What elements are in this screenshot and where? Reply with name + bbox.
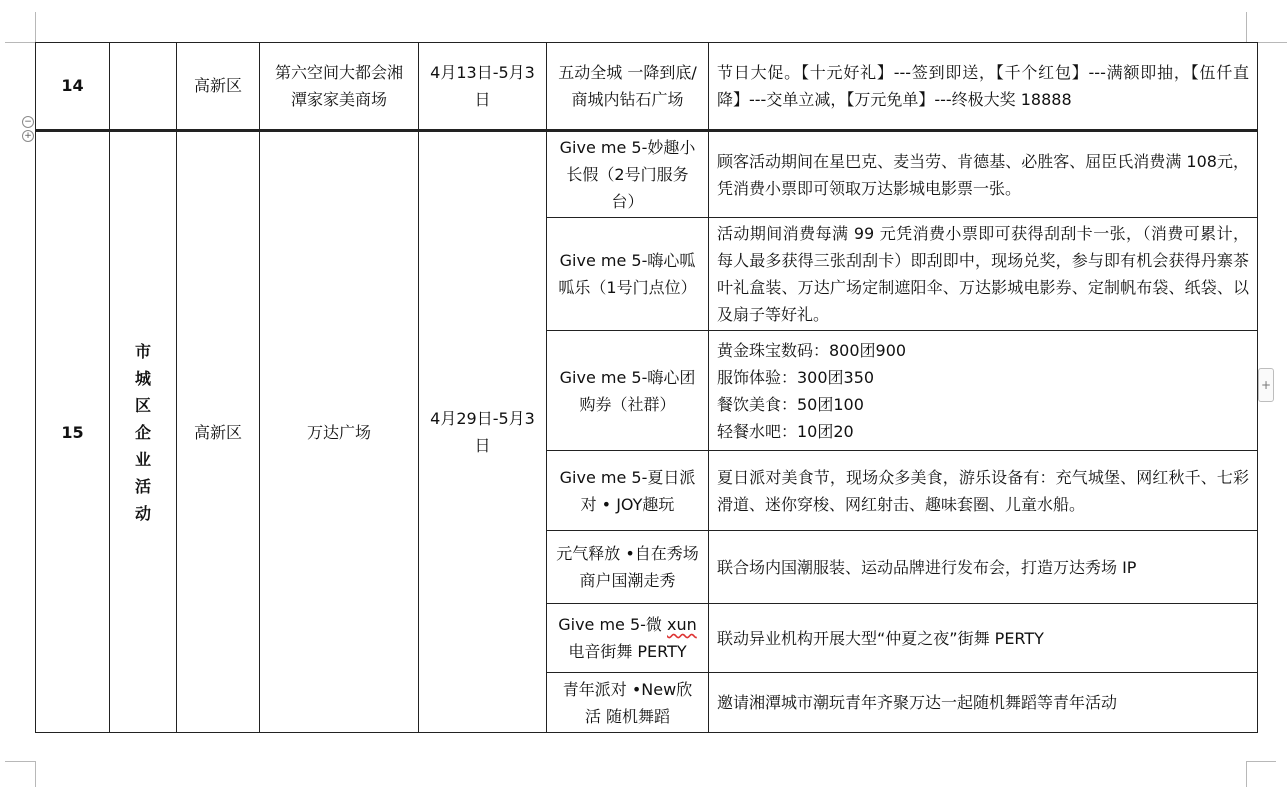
activity-cell: 五动全城 一降到底/商城内钻石广场 xyxy=(547,43,709,130)
activity-cell: Give me 5-夏日派对 • JOY趣玩 xyxy=(547,451,709,531)
content-cell: 节日大促。【十元好礼】---签到即送，【千个红包】---满额即抽，【伍仟直降】---交单立减，【万元免单】---终极大奖 18888 xyxy=(709,43,1258,130)
activity-cell: Give me 5-妙趣小长假（2号门服务台） xyxy=(547,132,709,218)
crop-mark-bottom-left-h xyxy=(5,761,35,762)
price-line: 黄金珠宝数码：800团900 xyxy=(717,340,907,360)
activity-name-suffix: 电音街舞 PERTY xyxy=(568,642,687,661)
table-row-15 xyxy=(35,131,1258,733)
date-cell: 4月29日-5月3日 xyxy=(419,132,547,733)
area-cell: 高新区 xyxy=(177,132,260,733)
crop-mark-bottom-right-h xyxy=(1246,761,1276,762)
district-char: 区 xyxy=(134,395,151,415)
content-cell: 联动异业机构开展大型“仲夏之夜”街舞 PERTY xyxy=(709,604,1258,673)
activity-cell: Give me 5-嗨心团购券（社群） xyxy=(547,331,709,451)
content-cell: 顾客活动期间在星巴克、麦当劳、肯德基、必胜客、屈臣氏消费满 108元，凭消费小票即可领取万达影城电影票一张。 xyxy=(709,132,1258,218)
crop-mark-bottom-right-v xyxy=(1246,761,1247,787)
district-char: 动 xyxy=(134,503,151,523)
collapse-row-icon[interactable]: − xyxy=(22,116,34,128)
activity-cell xyxy=(547,604,709,673)
price-line: 餐饮美食：50团100 xyxy=(717,394,864,414)
crop-mark-top-right-v xyxy=(1246,12,1247,42)
price-line: 轻餐水吧：10团20 xyxy=(717,421,854,441)
content-cell: 活动期间消费每满 99 元凭消费小票即可获得刮刮卡一张，（消费可累计，每人最多获得三张刮刮卡）即刮即中，现场兑奖，参与即有机会获得丹寨茶叶礼盒装、万达广场定制遮阳伞、万达影城电影券、定制帆布袋、纸袋、以及扇子等好礼。 xyxy=(709,218,1258,331)
content-cell xyxy=(709,331,1258,451)
spellcheck-flagged-word[interactable]: xun xyxy=(667,615,697,634)
area-cell: 高新区 xyxy=(177,43,260,130)
activity-cell: Give me 5-嗨心呱呱乐（1号门点位） xyxy=(547,218,709,331)
date-cell: 4月13日-5月3日 xyxy=(419,43,547,130)
table-row-14 xyxy=(35,42,1258,131)
district-char: 市 xyxy=(134,341,151,361)
crop-mark-bottom-left-v xyxy=(35,761,36,787)
district-cell xyxy=(110,43,177,130)
row-number: 14 xyxy=(36,43,110,130)
crop-mark-top-right-h xyxy=(1257,42,1287,43)
activity-cell: 元气释放 •自在秀场商户国潮走秀 xyxy=(547,531,709,604)
district-char: 城 xyxy=(134,368,151,388)
activity-name-prefix: Give me 5-微 xyxy=(558,615,668,634)
add-column-tab-icon[interactable]: + xyxy=(1258,368,1274,402)
row-number: 15 xyxy=(36,132,110,733)
activity-cell: 青年派对 •New欣活 随机舞蹈 xyxy=(547,673,709,733)
content-cell: 夏日派对美食节，现场众多美食，游乐设备有：充气城堡、网红秋千、七彩滑道、迷你穿梭、网红射击、趣味套圈、儿童水船。 xyxy=(709,451,1258,531)
venue-cell: 第六空间大都会湘潭家家美商场 xyxy=(260,43,419,130)
price-line: 服饰体验：300团350 xyxy=(717,367,875,387)
expand-row-icon[interactable]: + xyxy=(22,130,34,142)
content-cell: 联合场内国潮服装、运动品牌进行发布会，打造万达秀场 IP xyxy=(709,531,1258,604)
content-cell: 邀请湘潭城市潮玩青年齐聚万达一起随机舞蹈等青年活动 xyxy=(709,673,1258,733)
venue-cell: 万达广场 xyxy=(260,132,419,733)
crop-mark-top-left-v xyxy=(35,12,36,42)
district-char: 活 xyxy=(134,476,151,496)
district-char: 企 xyxy=(134,422,151,442)
district-cell xyxy=(110,132,177,733)
crop-mark-top-left-h xyxy=(5,42,35,43)
district-char: 业 xyxy=(134,449,151,469)
